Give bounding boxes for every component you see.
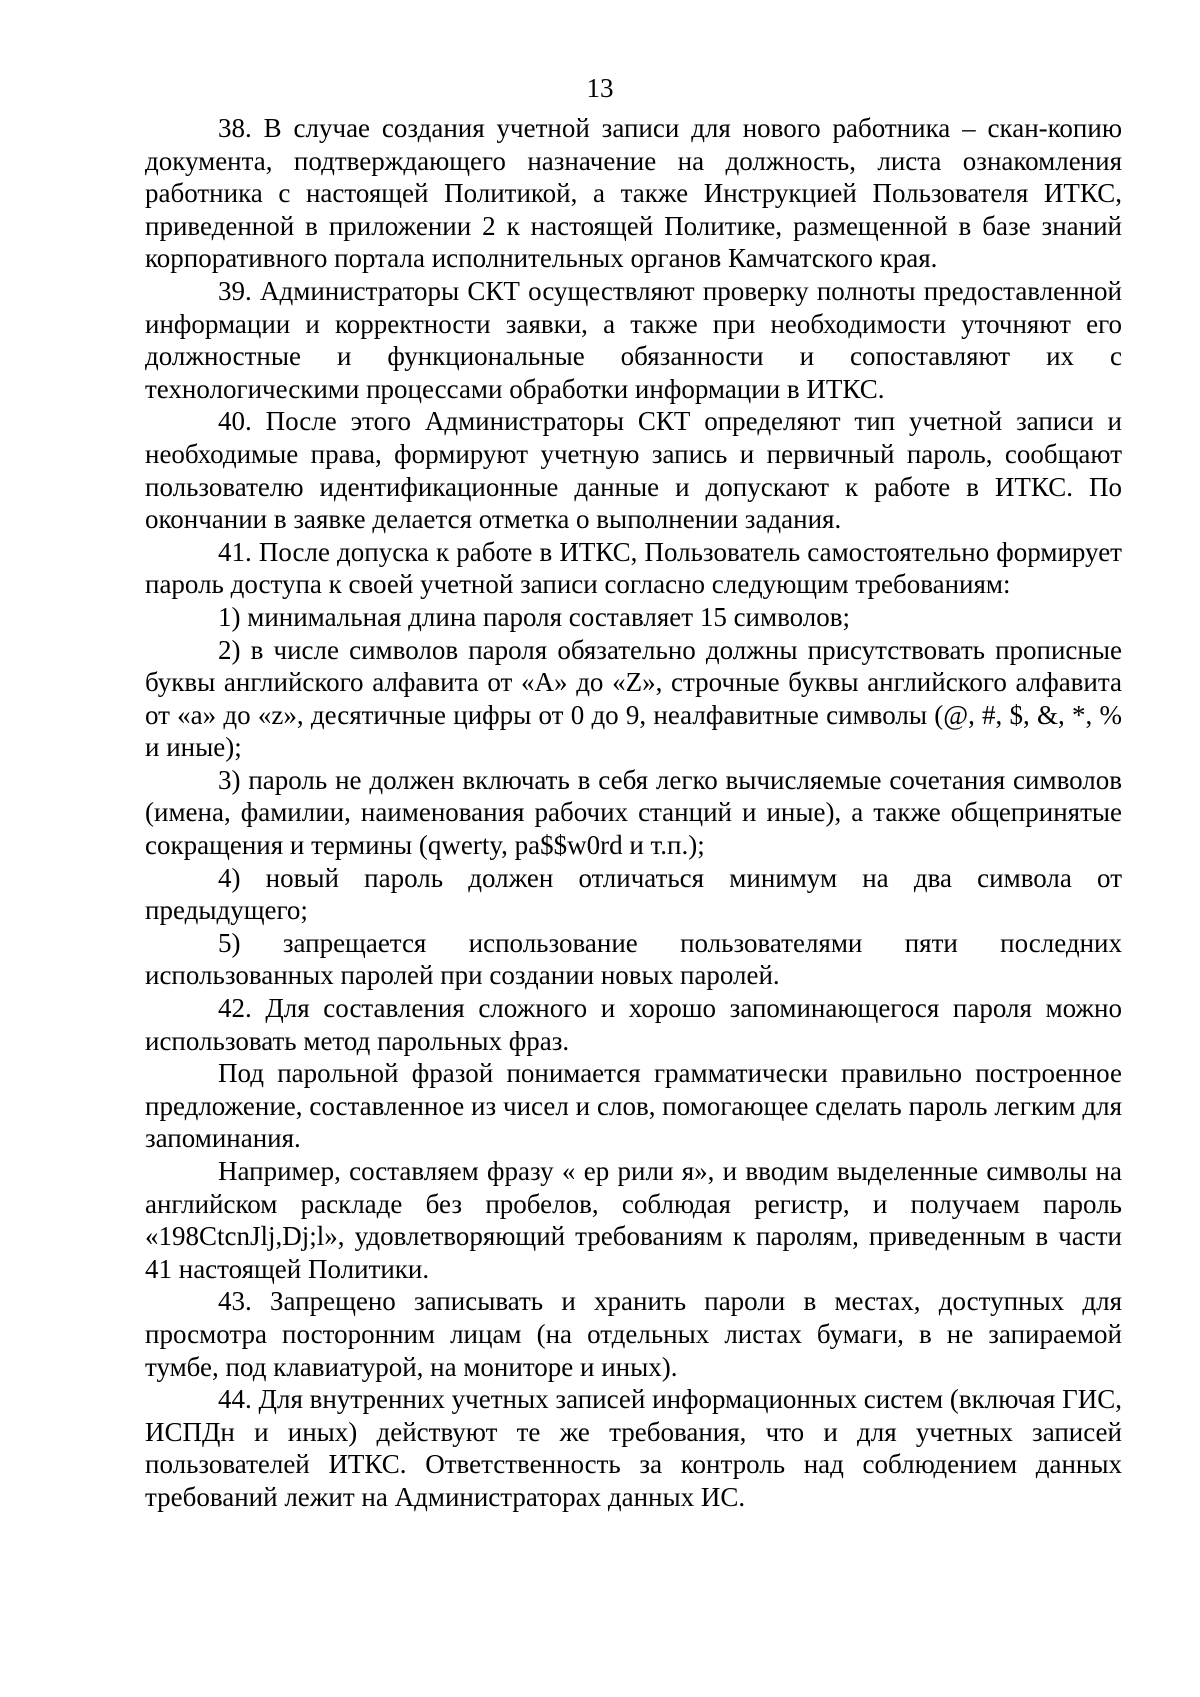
paragraph-passphrase-definition: Под парольной фразой понимается грамматически правильно построенное предложение, составленное из чисел и слов, помогающее сделать пароль легким для запоминания. [145, 1058, 1122, 1154]
paragraph-42: 42. Для составления сложного и хорошо запоминающегося пароля можно использовать метод парольных фраз. [145, 993, 1122, 1056]
paragraph-44: 44. Для внутренних учетных записей информационных систем (включая ГИС, ИСПДн и иных) действуют те же требования, что и для учетных записей пользователей ИТКС. Ответственность за контроль над соблюдением данных требований лежит на Администраторах данных ИС. [145, 1384, 1122, 1512]
page-number: 13 [586, 73, 614, 103]
list-item-1: 1) минимальная длина пароля составляет 15 символов; [218, 601, 851, 632]
paragraph-passphrase-example: Например, составляем фразу « ер рили я», и вводим выделенные символы на английском раскладе без пробелов, соблюдая регистр, и получаем пароль «198CtcnJlj,Dj;l», удовлетворяющий требованиям к паролям, приведенным в части 41 настоящей Политики. [145, 1156, 1122, 1284]
list-item-4: 4) новый пароль должен отличаться минимум на два символа от предыдущего; [145, 862, 1122, 926]
paragraph-43: 43. Запрещено записывать и хранить пароли в местах, доступных для просмотра посторонним лицам (на отдельных листах бумаги, в не запираемой тумбе, под клавиатурой, на мониторе и иных). [145, 1286, 1122, 1382]
paragraph-40: 40. После этого Администраторы СКТ определяют тип учетной записи и необходимые права, формируют учетную запись и первичный пароль, сообщают пользователю идентификационные данные и допускают к работе в ИТКС. По окончании в заявке делается отметка о выполнении задания. [145, 406, 1122, 535]
paragraph-38: 38. В случае создания учетной записи для нового работника – скан-копию документа, подтверждающего назначение на должность, листа ознакомления работника с настоящей Политикой, а также Инструкцией Пользователя ИТКС, приведенной в приложении 2 к настоящей Политике, размещенной в базе знаний корпоративного портала исполнительных органов Камчатского края. [145, 113, 1122, 274]
list-item-5: 5) запрещается использование пользователями пяти последних использованных паролей при создании новых паролей. [145, 927, 1122, 991]
paragraph-41: 41. После допуска к работе в ИТКС, Пользователь самостоятельно формирует пароль доступа к своей учетной записи согласно следующим требованиям: [145, 536, 1122, 600]
list-item-2: 2) в числе символов пароля обязательно должны присутствовать прописные буквы английского алфавита от «A» до «Z», строчные буквы английского алфавита от «a» до «z», десятичные цифры от 0 до 9, неалфавитные символы (@, #, $, &, *, % и иные); [145, 634, 1122, 763]
paragraph-39: 39. Администраторы СКТ осуществляют проверку полноты предоставленной информации и корректности заявки, а также при необходимости уточняют его должностные и функциональные обязанности и сопоставляют их с технологическими процессами обработки информации в ИТКС. [145, 275, 1122, 404]
list-item-3: 3) пароль не должен включать в себя легко вычисляемые сочетания символов (имена, фамилии, наименования рабочих станций и иные), а также общепринятые сокращения и термины (qwerty, pa$$w0rd и т.п.); [145, 764, 1122, 861]
document-body [145, 112, 1122, 1514]
